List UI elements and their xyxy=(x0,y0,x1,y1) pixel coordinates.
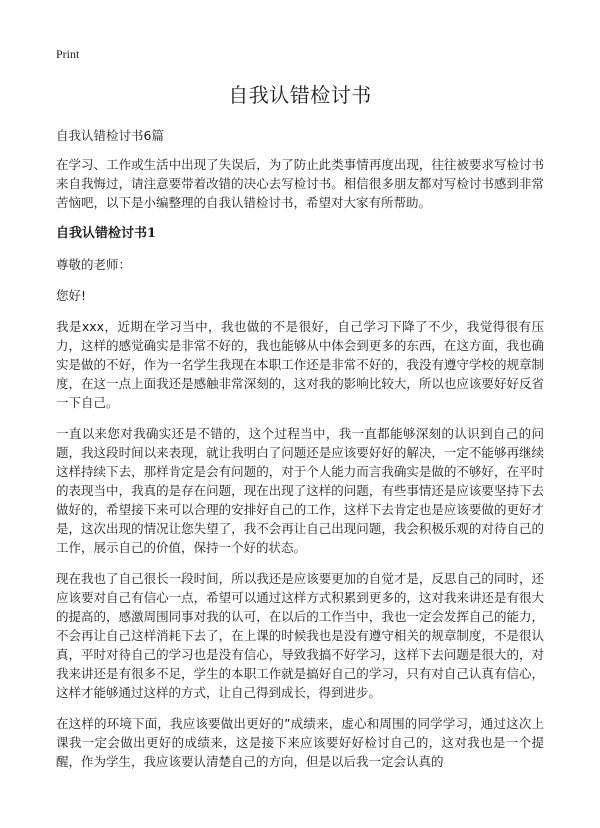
body-paragraph: 一直以来您对我确实还是不错的，这个过程当中，我一直都能够深刻的认识到自己的问题，我这段时间以来表现，就让我明白了问题还是应该要好好的解决，一定不能够再继续这样持续下去，那样肯定是会有问题的，对于个人能力而言我确实是做的不够好，在平时的表现当中，我真的是存在问题，现在出现了这样的问题，有些事情还是应该要坚持下去做好的，希望接下来可以合理的安排好自己的工作，这样下去肯定也是应该要做的更好才是，这次出现的情况让您失望了，我不会再让自己出现问题，我会积极乐观的对待自己的工作，展示自己的价值，保持一个好的状态。 xyxy=(56,426,544,555)
body-paragraph: 我是xxx，近期在学习当中，我也做的不是很好，自己学习下降了不少，我觉得很有压力，这样的感觉确实是非常不好的，我也能够从中体会到更多的东西，在这方面，我也确实是做的不好，作为一名学生我现在本职工作还是非常不好的，我没有遵守学校的规章制度，在这一点上面我还是感触非常深刻的，这对我的影响比较大，所以也应该要好好反省一下自己。 xyxy=(56,319,544,410)
document-title: 自我认错检讨书 xyxy=(228,83,372,107)
document-subtitle: 自我认错检讨书6篇 xyxy=(56,128,164,143)
body-paragraph: 在这样的环境下面，我应该要做出更好的”成绩来，虚心和周围的同学学习，通过这次上课我一定会做出更好的成绩来，这是接下来应该要好好检讨自己的，这对我也是一个提醒，作为学生，我应该要认清楚自己的方向，但是以后我一定会认真的 xyxy=(56,716,544,769)
print-link[interactable]: Print xyxy=(56,47,80,61)
salutation: 尊敬的老师： xyxy=(56,257,132,272)
greeting: 您好! xyxy=(56,288,87,303)
section-heading: 自我认错检讨书1 xyxy=(56,226,157,241)
body-paragraph: 现在我也了自己很长一段时间，所以我还是应该要更加的自觉才是，反思自己的同时，还应该要对自己有信心一点，希望可以通过这样方式积累到更多的，这对我来讲还是有很大的提高的，感激周围同事对我的认可，在以后的工作当中，我也一定会发挥自己的能力，不会再让自己这样消耗下去了，在上课的时候我也是没有遵守相关的规章制度，不是很认真，平时对待自己的学习也是没有信心，导致我搞不好学习，这样下去问题是很大的，对我来讲还是有很多不足，学生的本职工作就是搞好自己的学习，只有对自己认真有信心，这样才能够通过这样的方式，让自己得到成长，得到进步。 xyxy=(56,571,544,700)
intro-paragraph: 在学习、工作或生活中出现了失误后，为了防止此类事情再度出现，往往被要求写检讨书来自我悔过，请注意要带着改错的决心去写检讨书。相信很多朋友都对写检讨书感到非常苦恼吧，以下是小编整理的自我认错检讨书，希望对大家有所帮助。 xyxy=(56,157,544,210)
